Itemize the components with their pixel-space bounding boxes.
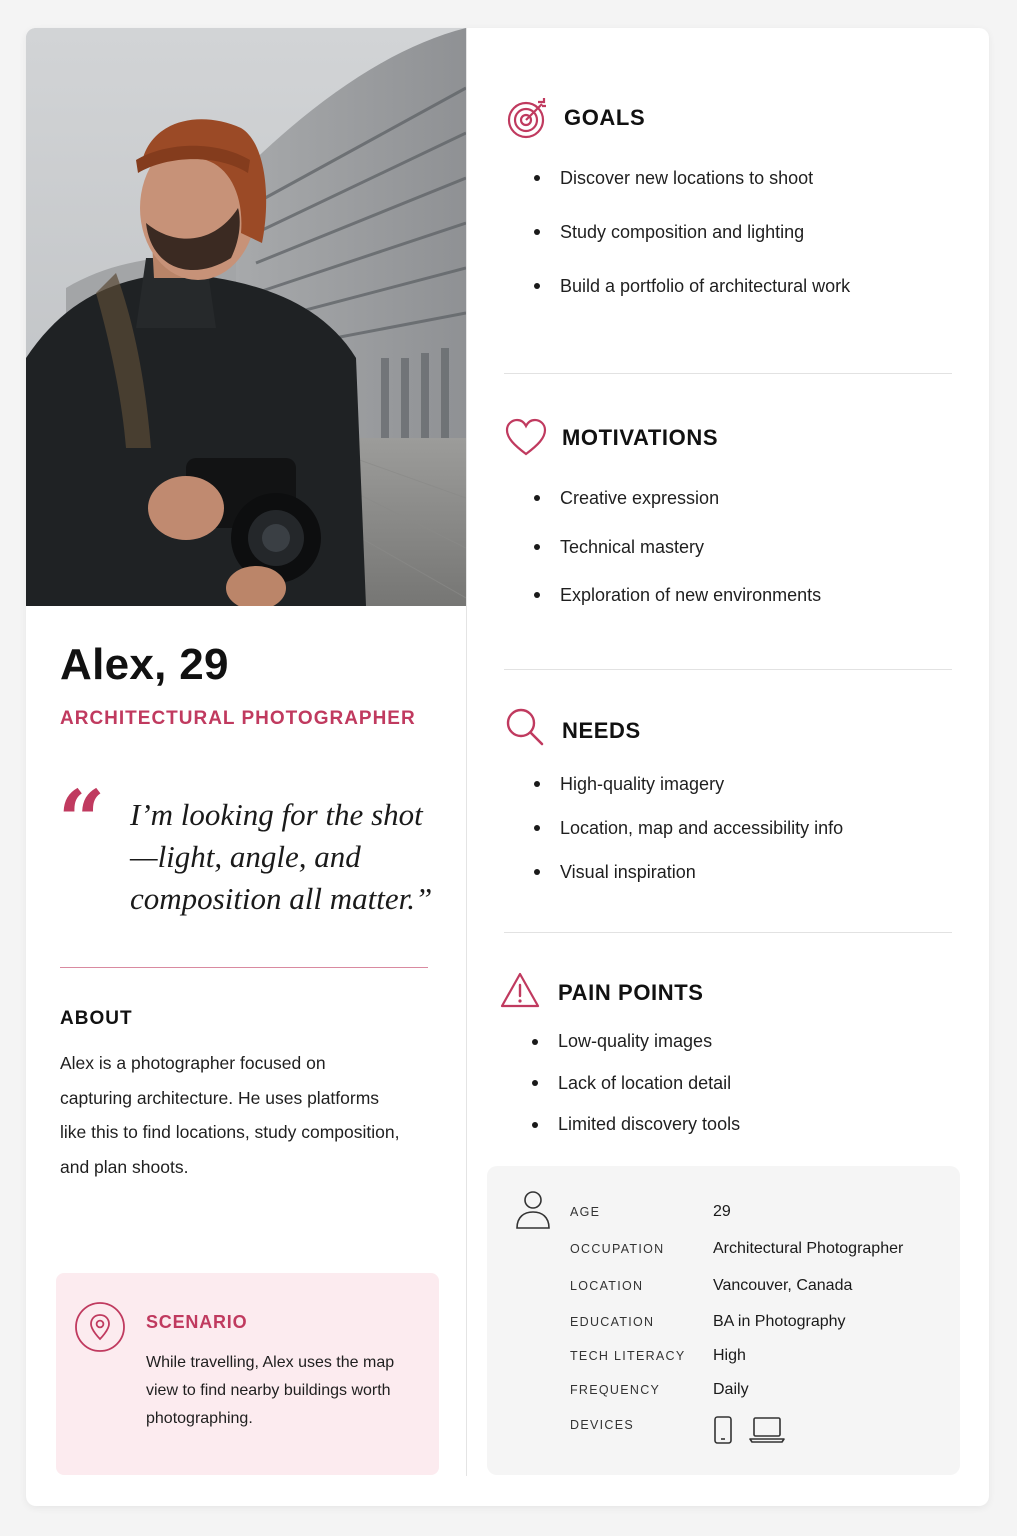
demo-label: DEVICES <box>570 1418 634 1432</box>
demo-label: EDUCATION <box>570 1315 655 1329</box>
persona-name: Alex, 29 <box>60 640 229 689</box>
list-item: Exploration of new environments <box>528 571 821 620</box>
quote-divider <box>60 967 428 968</box>
demo-value: 29 <box>713 1203 731 1220</box>
demo-label: TECH LITERACY <box>570 1349 686 1363</box>
demo-label: FREQUENCY <box>570 1383 661 1397</box>
magnifier-icon <box>504 706 548 750</box>
list-item: Technical mastery <box>528 523 821 572</box>
phone-icon <box>713 1416 733 1444</box>
persona-role: ARCHITECTURAL PHOTOGRAPHER <box>60 708 416 729</box>
motivations-list <box>528 474 821 620</box>
demo-value: Daily <box>713 1381 749 1398</box>
scenario-heading: SCENARIO <box>146 1312 248 1332</box>
needs-title: NEEDS <box>562 718 641 743</box>
heart-icon <box>504 416 548 460</box>
demo-value: Vancouver, Canada <box>713 1277 853 1294</box>
demo-row-tech-literacy <box>570 1347 950 1369</box>
list-item: Study composition and lighting <box>528 205 850 259</box>
demo-row-location <box>570 1277 950 1299</box>
about-text: Alex is a photographer focused on capturing architecture. He uses platforms like this to find locations, study composition, and plan shoots. <box>60 1053 400 1177</box>
list-item: High-quality imagery <box>528 762 843 806</box>
column-divider <box>466 28 467 1476</box>
needs-list <box>528 762 843 894</box>
list-item: Low-quality images <box>526 1021 740 1063</box>
section-divider <box>504 373 952 374</box>
list-item: Lack of location detail <box>526 1063 740 1105</box>
list-item: Visual inspiration <box>528 850 843 894</box>
demo-value: High <box>713 1347 746 1364</box>
persona-photo <box>26 28 466 606</box>
laptop-icon <box>749 1417 785 1443</box>
pain-points-list <box>526 1021 740 1146</box>
demo-value: Architectural Photographer <box>713 1240 904 1257</box>
map-pin-icon <box>74 1301 126 1353</box>
persona-card <box>26 28 989 1506</box>
target-icon <box>506 96 550 140</box>
goals-title: GOALS <box>564 105 646 130</box>
motivations-title: MOTIVATIONS <box>562 425 719 450</box>
scenario-text: While travelling, Alex uses the map view to find nearby buildings worth photographing. <box>146 1354 395 1427</box>
demo-label: OCCUPATION <box>570 1242 665 1256</box>
demo-row-devices <box>570 1416 950 1448</box>
demo-row-frequency <box>570 1381 950 1403</box>
list-item: Creative expression <box>528 474 821 523</box>
demo-label: AGE <box>570 1205 601 1219</box>
user-icon <box>515 1190 551 1230</box>
list-item: Location, map and accessibility info <box>528 806 843 850</box>
scenario-box <box>56 1273 439 1475</box>
persona-quote: I’m looking for the shot—light, angle, and composition all matter.” <box>130 797 433 916</box>
demo-row-age <box>570 1203 950 1225</box>
list-item: Limited discovery tools <box>526 1104 740 1146</box>
goals-list <box>528 151 850 313</box>
list-item: Discover new locations to shoot <box>528 151 850 205</box>
demographics-panel <box>487 1166 960 1475</box>
demo-row-occupation <box>570 1240 950 1262</box>
section-divider <box>504 932 952 933</box>
demo-label: LOCATION <box>570 1279 644 1293</box>
pain-points-title: PAIN POINTS <box>558 980 704 1005</box>
about-heading: ABOUT <box>60 1008 133 1029</box>
list-item: Build a portfolio of architectural work <box>528 259 850 313</box>
section-divider <box>504 669 952 670</box>
quote-mark-icon: “ <box>58 773 106 869</box>
warning-icon <box>500 970 544 1014</box>
demo-value: BA in Photography <box>713 1313 846 1330</box>
demo-row-education <box>570 1313 950 1335</box>
